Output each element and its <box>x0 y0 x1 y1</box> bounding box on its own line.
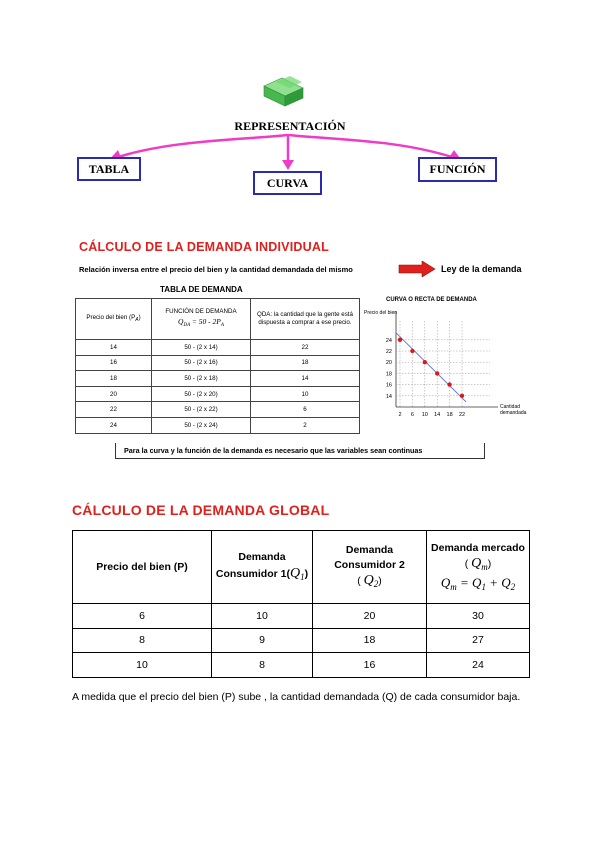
cell-c2: 16 <box>313 653 427 678</box>
x-tick-label: 6 <box>410 412 414 418</box>
demand-point <box>460 394 464 398</box>
header-consumer-2: Demanda Consumidor 2 ( Q2) <box>313 531 427 604</box>
x-tick-label: 10 <box>421 412 428 418</box>
header-function: FUNCIÓN DE DEMANDA $Q_{DA} = 50 - 2P_A$ <box>152 299 251 340</box>
cell-qda: 22 <box>251 340 360 356</box>
concept-title: REPRESENTACIÓN <box>234 119 346 133</box>
individual-demand-table <box>75 298 360 434</box>
demand-point <box>423 360 427 364</box>
cell-price: 24 <box>76 417 152 433</box>
y-axis-label: Precio del bien <box>364 310 398 316</box>
demand-point <box>410 349 414 353</box>
cell-c2: 20 <box>313 604 427 629</box>
cell-function: 50 - (2 x 18) <box>152 371 251 387</box>
header-price: Precio del bien $(P_A)$ <box>76 299 152 340</box>
concept-map-arrows <box>0 0 600 230</box>
demand-line <box>396 333 466 402</box>
x-axis-label: Cantidad demandada <box>500 404 527 416</box>
x-tick-label: 18 <box>446 412 453 418</box>
cell-qda: 10 <box>251 386 360 402</box>
table-row <box>73 653 530 678</box>
cell-function: 50 - (2 x 14) <box>152 340 251 356</box>
inverse-relation-text: Relación inversa entre el precio del bien y la cantidad demandada del mismo <box>79 265 353 274</box>
x-tick-label: 22 <box>458 412 466 418</box>
demand-point <box>435 371 439 375</box>
y-tick-label: 20 <box>385 360 392 367</box>
y-tick-label: 14 <box>385 393 392 400</box>
global-demand-table <box>72 530 530 678</box>
cell-c1: 8 <box>212 653 313 678</box>
cell-market: 24 <box>427 653 530 678</box>
branch-arrows <box>115 135 455 162</box>
y-tick-label: 18 <box>385 371 392 378</box>
demand-curve-title: CURVA O RECTA DE DEMANDA <box>386 297 477 303</box>
cell-qda: 14 <box>251 371 360 387</box>
table-row <box>73 604 530 629</box>
header-qda: QDA: la cantidad que la gente está dispuesta a comprar a ese precio. <box>251 299 360 340</box>
cell-qda: 18 <box>251 355 360 371</box>
branch-tabla: TABLA <box>77 157 141 181</box>
header-consumer-1: Demanda Consumidor 1(Q1) <box>212 531 313 604</box>
x-tick-label: 14 <box>434 412 441 418</box>
cell-c2: 18 <box>313 628 427 653</box>
demand-table-title: TABLA DE DEMANDA <box>160 285 243 294</box>
table-header-row <box>73 531 530 604</box>
cell-price: 22 <box>76 402 152 418</box>
cell-function: 50 - (2 x 24) <box>152 417 251 433</box>
demand-point <box>447 382 451 386</box>
red-arrow-icon <box>398 261 436 277</box>
cell-price: 14 <box>76 340 152 356</box>
y-tick-label: 16 <box>385 382 392 389</box>
table-row <box>76 355 360 371</box>
table-header-row <box>76 299 360 340</box>
header-price: Precio del bien (P) <box>73 531 212 604</box>
cell-price: 10 <box>73 653 212 678</box>
cell-price: 18 <box>76 371 152 387</box>
cell-c1: 9 <box>212 628 313 653</box>
header-market: Demanda mercado ( Qm) Qm = Q1 + Q2 <box>427 531 530 604</box>
cell-price: 8 <box>73 628 212 653</box>
cell-price: 16 <box>76 355 152 371</box>
cell-c1: 10 <box>212 604 313 629</box>
cell-qda: 2 <box>251 417 360 433</box>
cell-market: 27 <box>427 628 530 653</box>
table-row <box>76 417 360 433</box>
law-of-demand-label: Ley de la demanda <box>441 264 522 274</box>
cell-price: 6 <box>73 604 212 629</box>
table-row <box>73 628 530 653</box>
cell-function: 50 - (2 x 22) <box>152 402 251 418</box>
x-tick-label: 2 <box>398 412 402 418</box>
demand-point <box>398 338 402 342</box>
cell-function: 50 - (2 x 16) <box>152 355 251 371</box>
cell-qda: 6 <box>251 402 360 418</box>
cube-icon <box>264 76 303 106</box>
y-tick-label: 24 <box>385 337 392 344</box>
branch-funcion: FUNCIÓN <box>418 157 497 182</box>
cell-function: 50 - (2 x 20) <box>152 386 251 402</box>
demand-curve-chart <box>360 305 545 435</box>
y-tick-label: 22 <box>385 349 392 355</box>
continuous-variables-note: Para la curva y la función de la demanda es necesario que las variables sean continuas <box>115 443 485 459</box>
table-row <box>76 386 360 402</box>
concept-map <box>0 0 600 230</box>
table-row <box>76 402 360 418</box>
individual-demand-heading: CÁLCULO DE LA DEMANDA INDIVIDUAL <box>79 240 329 254</box>
branch-curva: CURVA <box>253 171 322 195</box>
global-demand-heading: CÁLCULO DE LA DEMANDA GLOBAL <box>72 502 330 518</box>
conclusion-text: A medida que el precio del bien (P) sube , la cantidad demandada (Q) de cada consumidor baja. <box>72 691 521 703</box>
table-row <box>76 340 360 356</box>
arrow-head-center <box>282 160 294 170</box>
table-row <box>76 371 360 387</box>
cell-market: 30 <box>427 604 530 629</box>
cell-price: 20 <box>76 386 152 402</box>
